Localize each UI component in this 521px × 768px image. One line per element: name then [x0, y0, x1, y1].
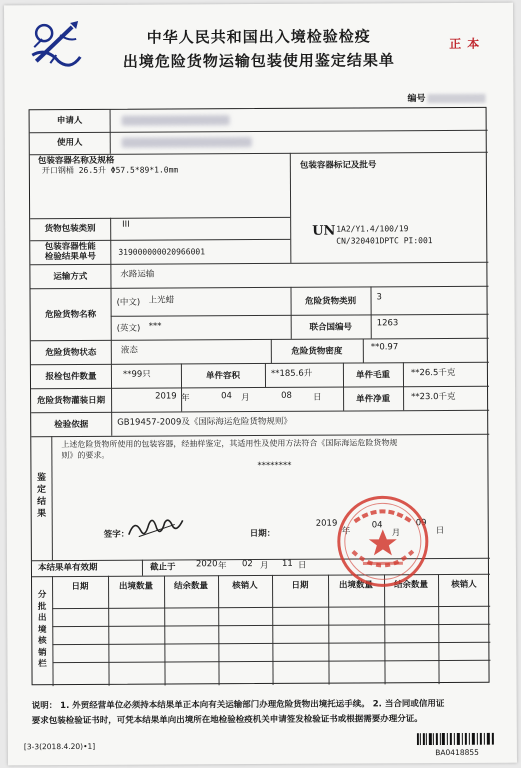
- goods-cn-value: 上光蜡: [148, 295, 175, 306]
- serial-number: [407, 91, 485, 104]
- volume-label: 单件容积: [205, 371, 240, 382]
- sign-day: 09: [415, 518, 427, 529]
- user-label: 使用人: [56, 137, 83, 149]
- container-mark-label: 包装容器标记及批号: [299, 160, 377, 171]
- net-weight-label: 单件净重: [356, 394, 391, 405]
- density-value: **0.97: [370, 342, 399, 353]
- batch-col-export-qty-1: 出境数量: [119, 581, 154, 592]
- sign-month: 04: [371, 520, 383, 531]
- performance-no-value: 319000000020966001: [118, 247, 206, 257]
- barcode: [417, 733, 495, 745]
- notes-line1: 说明： 1. 外贸经营单位必须持本结果单正本向有关运输部门办理危险货物出境托运手续。 2. 当合同或信用证: [31, 699, 445, 712]
- container-value: 开口钢桶 26.5升 Φ57.5*89*1.0mm: [41, 165, 179, 176]
- goods-class-value: 3: [376, 292, 382, 303]
- un-mark: UN: [312, 223, 336, 239]
- basis-value: GB19457-2009及《国际海运危险货物规则》: [117, 416, 292, 428]
- applicant-label: 申请人: [56, 115, 83, 127]
- sign-date-label: 日期：: [249, 528, 276, 540]
- serial-redacted: [427, 94, 485, 103]
- state-value: 液态: [120, 345, 138, 356]
- validity-month: 02: [241, 559, 253, 570]
- filling-year-unit: 年: [181, 393, 190, 404]
- volume-value: **185.6升: [270, 368, 313, 379]
- quantity-value: **99只: [122, 369, 151, 380]
- batch-label: 分批出境核销栏: [37, 590, 47, 670]
- batch-col-date-1: 日期: [71, 581, 89, 592]
- sign-year-unit: 年: [341, 526, 351, 537]
- result-label: 鉴定结果: [36, 473, 47, 520]
- document-title-line1: 中华人民共和国出入境检验检疫: [146, 27, 371, 47]
- batch-col-date-2: 日期: [291, 580, 309, 591]
- gross-weight-label: 单件毛重: [355, 370, 390, 381]
- batch-col-verifier-2: 核销人: [451, 579, 477, 591]
- transport-label: 运输方式: [53, 271, 88, 283]
- container-mark-line2: CN/320401DPTC PI:001: [336, 236, 433, 246]
- notes-line2: 要求包装检验证书时，可凭本结果单向出境所在地检验检疫机关申请签发检验证书或根据需要办理分证。: [31, 714, 423, 727]
- document-title-line2: 出境危险货物运输包装使用鉴定结果单: [122, 51, 395, 71]
- validity-month-unit: 月: [259, 560, 269, 572]
- container-mark-line1: 1A2/Y1.4/100/19: [336, 224, 409, 234]
- filling-day: 08: [281, 390, 292, 401]
- filling-month-unit: 月: [241, 393, 250, 404]
- state-label: 危险货物状态: [45, 347, 97, 359]
- transport-value: 水路运输: [120, 269, 155, 280]
- batch-col-balance-qty-2: 结余数量: [394, 580, 429, 591]
- goods-class-label: 危险货物类别: [305, 296, 357, 307]
- official-seal-stamp: [333, 491, 434, 592]
- barcode-number: BA0418855: [435, 747, 479, 758]
- sign-month-unit: 月: [391, 528, 401, 539]
- validity-until: 截止于: [149, 562, 176, 573]
- container-label: 包装容器名称及规格: [37, 155, 115, 167]
- form-code: [3-3(2018.4.20)•1]: [23, 741, 96, 752]
- basis-label: 检验依据: [54, 419, 89, 431]
- pack-category-value: III: [122, 219, 130, 230]
- validity-day: 11: [281, 558, 293, 569]
- validity-day-unit: 日: [297, 560, 307, 571]
- goods-cn-label: (中文): [116, 297, 141, 308]
- inspector-signature: [125, 512, 185, 542]
- batch-col-balance-qty-1: 结余数量: [174, 581, 209, 592]
- copy-mark: 正本: [449, 36, 486, 52]
- notes: [32, 697, 502, 729]
- sign-day-unit: 日: [435, 526, 445, 537]
- un-number-label: 联合国编号: [309, 322, 352, 333]
- filling-month: 04: [221, 391, 232, 402]
- certificate-table: [29, 107, 490, 685]
- pack-category-label: 货物包装类别: [44, 223, 96, 235]
- performance-label-line2: 检验结果单号: [44, 251, 96, 263]
- un-number-value: 1263: [376, 318, 399, 329]
- quantity-label: 报检包件数量: [45, 371, 97, 383]
- filling-year: 2019: [155, 391, 177, 402]
- result-text-line1: 上述危险货物所使用的包装容器，经抽样鉴定，其适用性及使用方法符合《国际海运危险货物规: [61, 438, 398, 450]
- result-stars: ********: [257, 460, 292, 472]
- certificate-page: [4, 3, 517, 766]
- result-text-line2: 则》的要求。: [61, 450, 110, 461]
- performance-label-line1: 包装容器性能: [44, 241, 96, 253]
- validity-year-unit: 年: [217, 561, 227, 572]
- applicant-redacted: [122, 115, 230, 126]
- goods-en-value: ***: [148, 321, 162, 332]
- gross-weight-value: **26.5千克: [410, 367, 456, 379]
- goods-en-label: (英文): [116, 323, 141, 334]
- validity-year: 2020: [195, 559, 218, 570]
- user-redacted: [122, 137, 252, 148]
- batch-col-export-qty-2: 出境数量: [339, 580, 374, 591]
- batch-col-verifier-1: 核销人: [232, 581, 258, 592]
- validity-label: 本结果单有效期: [37, 562, 98, 574]
- goods-name-label: 危险货物名称: [45, 309, 97, 321]
- net-weight-value: **23.0千克: [411, 391, 456, 403]
- density-label: 危险货物密度: [291, 346, 343, 357]
- sign-year: 2019: [315, 518, 338, 529]
- sign-label: 签字：: [103, 529, 130, 540]
- serial-label: 编号: [407, 94, 426, 105]
- filling-day-unit: 日: [313, 392, 322, 403]
- filling-date-label: 危险货物灌装日期: [37, 395, 106, 407]
